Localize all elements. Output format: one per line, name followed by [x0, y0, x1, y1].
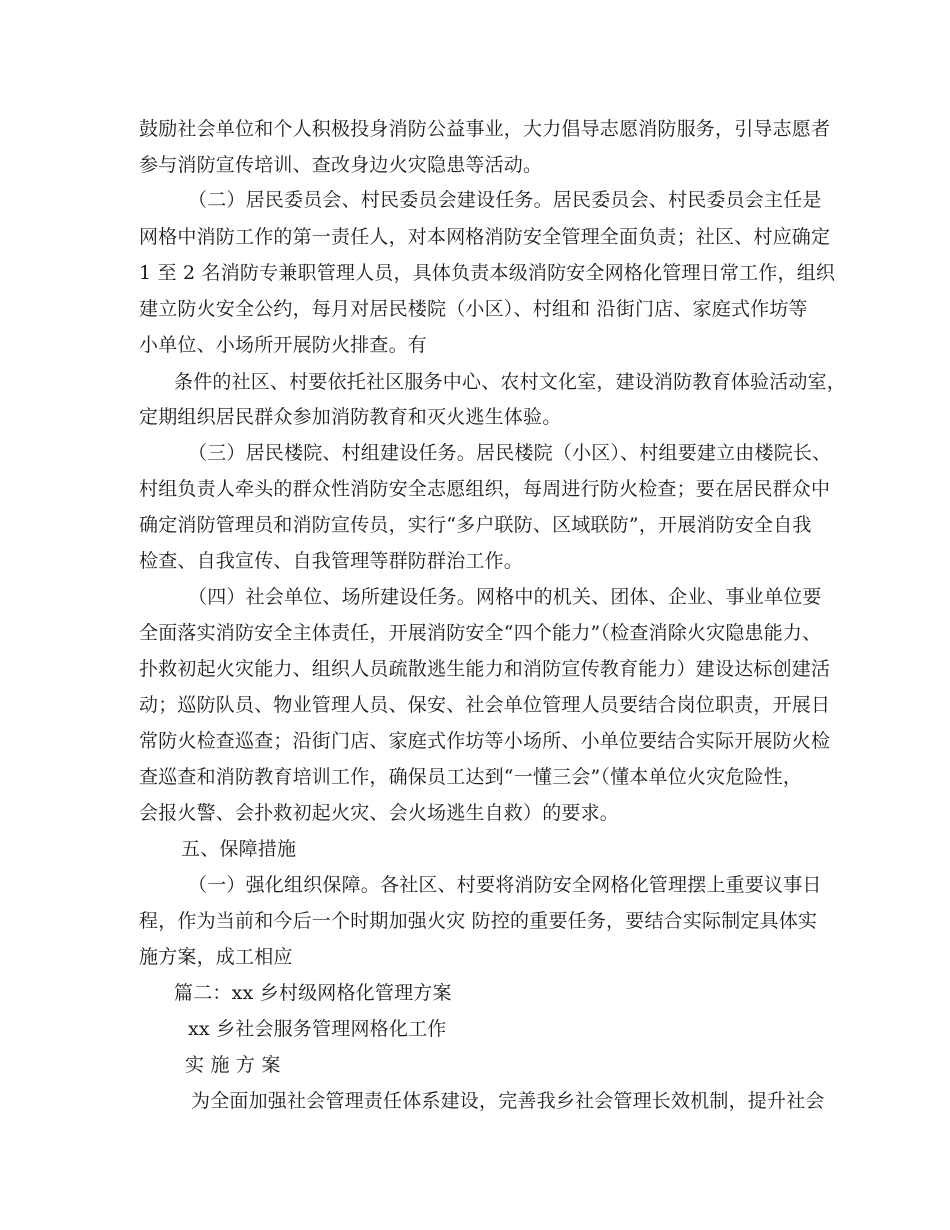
text-line: 常防火检查巡查；沿街门店、家庭式作坊等小场所、小单位要结合实际开展防火检: [139, 730, 831, 752]
text-line: 程，作为当前和今后一个时期加强火灾 防控的重要任务，要结合实际制定具体实: [139, 910, 818, 932]
text-line: 建立防火安全公约，每月对居民楼院（小区）、村组和 沿街门店、家庭式作坊等: [139, 298, 808, 320]
text-line: 为全面加强社会管理责任体系建设，完善我乡社会管理长效机制，提升社会: [191, 1090, 825, 1112]
text-line: 全面落实消防安全主体责任，开展消防安全“四个能力”（检查消除火灾隐患能力、: [139, 622, 822, 644]
section-heading: 五、保障措施: [181, 838, 297, 860]
text-line: 查巡查和消防教育培训工作，确保员工达到“一懂三会”（懂本单位火灾危险性，: [139, 766, 803, 788]
text-line: 村组负责人牵头的群众性消防安全志愿组织，每周进行防火检查；要在居民群众中: [139, 478, 831, 500]
doc-subtitle: 实 施 方 案: [185, 1054, 281, 1076]
doc-title: xx 乡社会服务管理网格化工作: [188, 1018, 447, 1040]
text-line: 1 至 2 名消防专兼职管理人员，具体负责本级消防安全网格化管理日常工作，组织: [139, 262, 836, 284]
text-line: （四）社会单位、场所建设任务。网格中的机关、团体、企业、事业单位要: [188, 586, 822, 608]
text-line: 会报火警、会扑救初起火灾、会火场逃生自救）的要求。: [139, 802, 620, 824]
text-line: 小单位、小场所开展防火排查。有: [139, 334, 428, 356]
text-line: 检查、自我宣传、自我管理等群防群治工作。: [139, 550, 524, 572]
text-line: 施方案，成工相应: [139, 946, 293, 968]
text-line: 条件的社区、村要依托社区服务中心、农村文化室，建设消防教育体验活动室，: [174, 371, 847, 393]
text-line: （三）居民楼院、村组建设任务。居民楼院（小区）、村组要建立由楼院长、: [188, 442, 832, 464]
chapter-title: 篇二：xx 乡村级网格化管理方案: [174, 982, 452, 1004]
text-line: 参与消防宣传培训、查改身边火灾隐患等活动。: [139, 154, 543, 176]
text-line: 鼓励社会单位和个人积极投身消防公益事业，大力倡导志愿消防服务，引导志愿者: [139, 118, 831, 140]
text-line: （一）强化组织保障。各社区、村要将消防安全网格化管理摆上重要议事日: [188, 874, 822, 896]
text-line: 定期组织居民群众参加消防教育和灭火逃生体验。: [139, 406, 562, 428]
text-line: （二）居民委员会、村民委员会建设任务。居民委员会、村民委员会主任是: [188, 189, 822, 211]
text-line: 扑救初起火灾能力、组织人员疏散逃生能力和消防宣传教育能力）建设达标创建活: [139, 658, 831, 680]
text-line: 动；巡防队员、物业管理人员、保安、社会单位管理人员要结合岗位职责，开展日: [139, 694, 831, 716]
text-line: 确定消防管理员和消防宣传员，实行“多户联防、区域联防”，开展消防安全自我: [139, 514, 812, 536]
text-line: 网格中消防工作的第一责任人，对本网格消防安全管理全面负责；社区、村应确定: [139, 226, 831, 248]
